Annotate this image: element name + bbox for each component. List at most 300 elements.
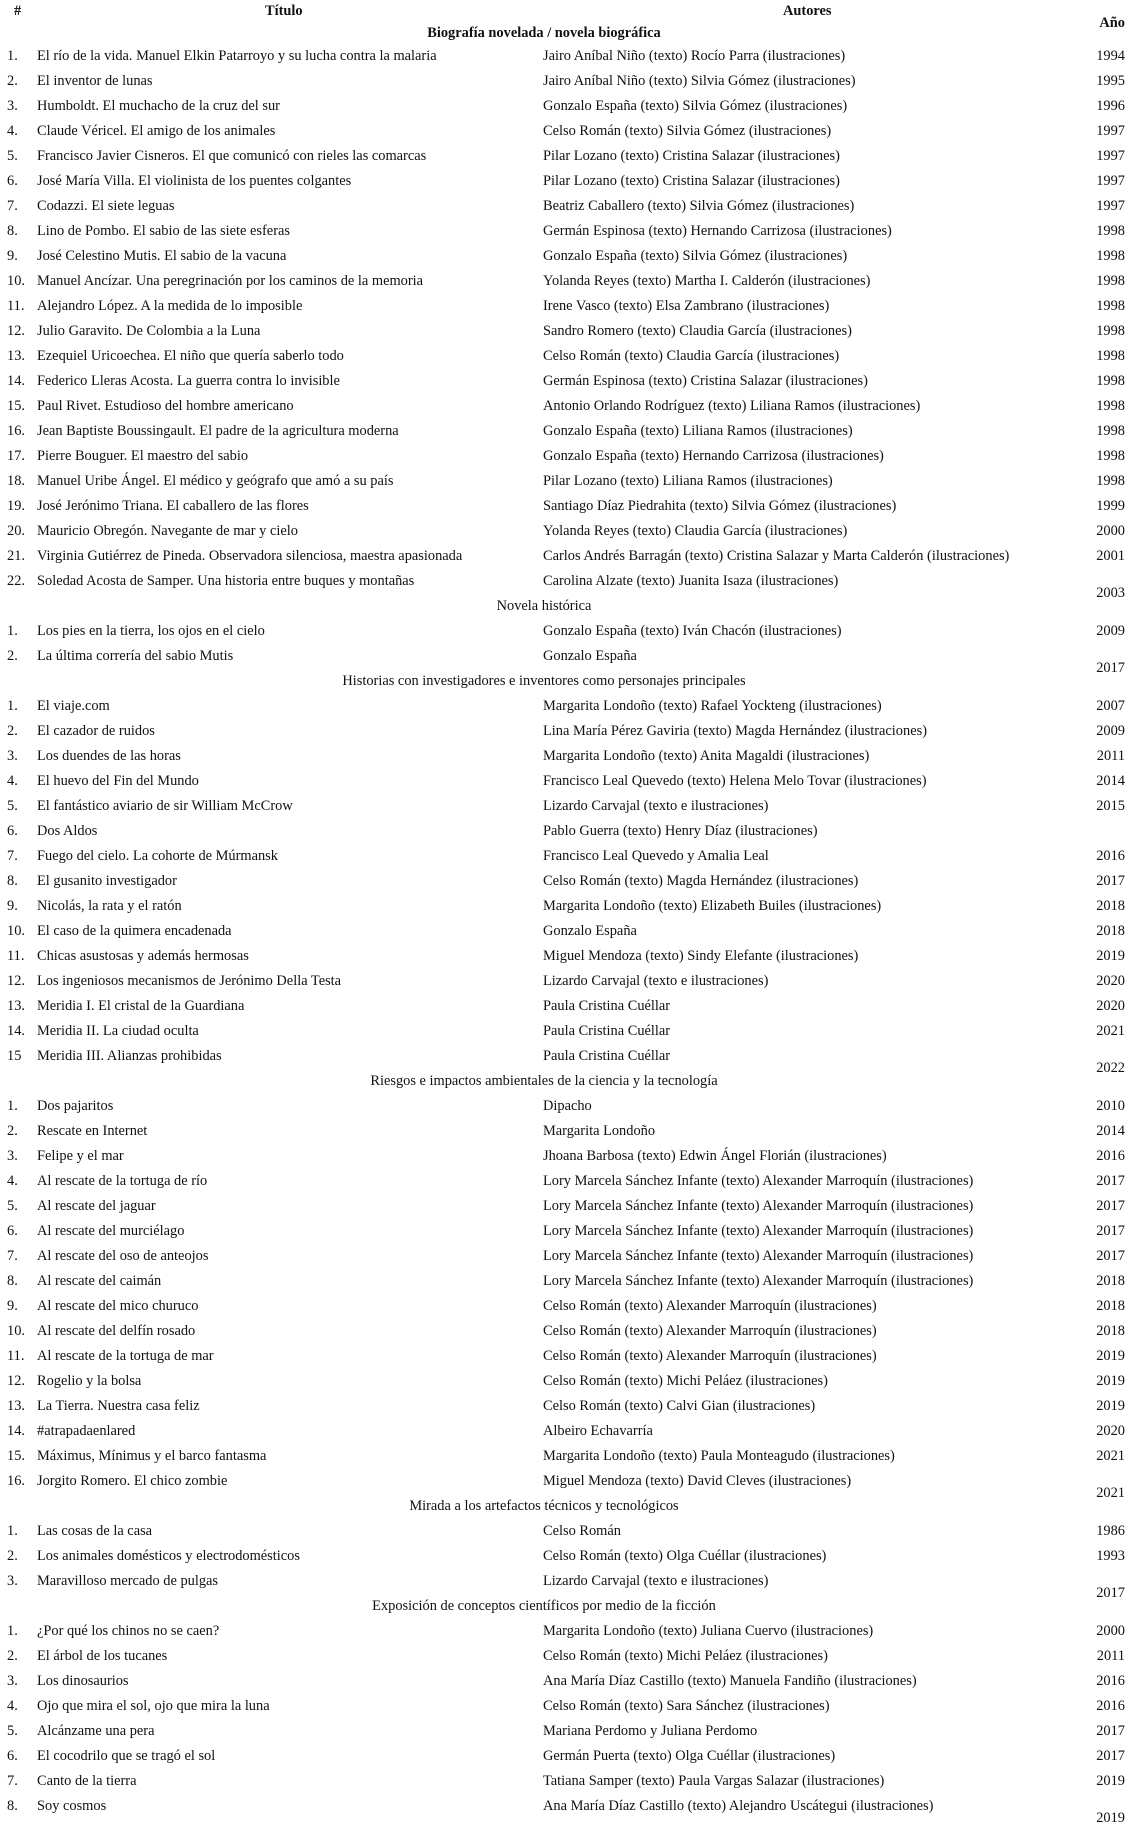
row-number: 3. — [7, 748, 18, 764]
book-title: Al rescate de la tortuga de río — [37, 1173, 208, 1189]
book-title: Jorgito Romero. El chico zombie — [37, 1473, 228, 1489]
row-number: 11. — [7, 298, 25, 314]
section-heading — [0, 23, 1128, 44]
book-year: 2018 — [1096, 923, 1125, 939]
row-number: 8. — [7, 223, 18, 239]
book-title: Canto de la tierra — [37, 1773, 137, 1789]
book-authors: Celso Román (texto) Calvi Gian (ilustraciones) — [543, 1398, 816, 1414]
book-year: 1986 — [1096, 1523, 1125, 1539]
row-number: 2. — [7, 648, 18, 664]
table-row — [0, 169, 1128, 194]
book-authors: Germán Espinosa (texto) Cristina Salazar (ilustraciones) — [543, 373, 868, 389]
table-row — [0, 1019, 1128, 1044]
row-number: 11. — [7, 948, 25, 964]
book-year: 2017 — [1096, 873, 1125, 889]
book-authors: Celso Román — [543, 1523, 621, 1539]
book-authors: Lory Marcela Sánchez Infante (texto) Alexander Marroquín (ilustraciones) — [543, 1173, 974, 1189]
book-title: Codazzi. El siete leguas — [37, 198, 175, 214]
book-year: 1994 — [1096, 48, 1125, 64]
book-authors: Margarita Londoño (texto) Elizabeth Builes (ilustraciones) — [543, 898, 882, 914]
book-authors: Lina María Pérez Gaviria (texto) Magda Hernández (ilustraciones) — [543, 723, 927, 739]
row-number: 3. — [7, 1573, 18, 1589]
book-title: Humboldt. El muchacho de la cruz del sur — [37, 98, 280, 114]
book-year: 2018 — [1096, 1298, 1125, 1314]
row-number: 20. — [7, 523, 25, 539]
book-title: Máximus, Mínimus y el barco fantasma — [37, 1448, 267, 1464]
book-title: Al rescate de la tortuga de mar — [37, 1348, 214, 1364]
book-year: 1995 — [1096, 73, 1125, 89]
table-row — [0, 1644, 1128, 1669]
book-authors: Francisco Leal Quevedo y Amalia Leal — [543, 848, 769, 864]
book-title: Los pies en la tierra, los ojos en el cielo — [37, 623, 265, 639]
book-title: ¿Por qué los chinos no se caen? — [37, 1623, 220, 1639]
section-heading — [0, 1494, 1128, 1519]
section-heading-text: Historias con investigadores e inventores como personajes principales — [342, 673, 746, 689]
book-authors: Celso Román (texto) Magda Hernández (ilustraciones) — [543, 873, 859, 889]
row-number: 10. — [7, 923, 25, 939]
table-row — [0, 694, 1128, 719]
book-title: El viaje.com — [37, 698, 110, 714]
table-row — [0, 219, 1128, 244]
book-authors: Beatriz Caballero (texto) Silvia Gómez (ilustraciones) — [543, 198, 855, 214]
book-authors: Francisco Leal Quevedo (texto) Helena Melo Tovar (ilustraciones) — [543, 773, 927, 789]
row-number: 8. — [7, 1273, 18, 1289]
row-number: 21. — [7, 548, 25, 564]
table-row — [0, 1194, 1128, 1219]
table-row — [0, 1169, 1128, 1194]
table-row — [0, 869, 1128, 894]
book-authors: Margarita Londoño (texto) Paula Monteagudo (ilustraciones) — [543, 1448, 895, 1464]
book-authors: Celso Román (texto) Olga Cuéllar (ilustraciones) — [543, 1548, 827, 1564]
book-year: 1998 — [1096, 248, 1125, 264]
table-row — [0, 994, 1128, 1019]
book-authors: Gonzalo España — [543, 923, 637, 939]
table-row — [0, 1619, 1128, 1644]
book-title: Julio Garavito. De Colombia a la Luna — [37, 323, 261, 339]
table-row — [0, 1094, 1128, 1119]
book-year: 2021 — [1096, 1485, 1125, 1501]
row-number: 9. — [7, 898, 18, 914]
book-year: 2016 — [1096, 1698, 1125, 1714]
row-number: 10. — [7, 1323, 25, 1339]
section-heading-text: Mirada a los artefactos técnicos y tecnológicos — [409, 1498, 679, 1514]
book-year: 2016 — [1096, 848, 1125, 864]
book-title: Soledad Acosta de Samper. Una historia entre buques y montañas — [37, 573, 415, 589]
row-number: 14. — [7, 1423, 25, 1439]
book-title: Fuego del cielo. La cohorte de Múrmansk — [37, 848, 278, 864]
book-year: 2018 — [1096, 1273, 1125, 1289]
book-year: 1997 — [1096, 173, 1125, 189]
table-row — [0, 144, 1128, 169]
table-row — [0, 1469, 1128, 1501]
book-year: 2017 — [1096, 1748, 1125, 1764]
book-title: El huevo del Fin del Mundo — [37, 773, 199, 789]
book-year: 2019 — [1096, 948, 1125, 964]
book-year: 2001 — [1096, 548, 1125, 564]
row-number: 16. — [7, 1473, 25, 1489]
book-year: 2020 — [1096, 998, 1125, 1014]
table-row — [0, 1794, 1128, 1826]
table-row — [0, 944, 1128, 969]
book-authors: Paula Cristina Cuéllar — [543, 1023, 671, 1039]
book-year: 1998 — [1096, 398, 1125, 414]
table-row — [0, 1319, 1128, 1344]
book-authors: Celso Román (texto) Alexander Marroquín (ilustraciones) — [543, 1298, 877, 1314]
table-row — [0, 1244, 1128, 1269]
row-number: 17. — [7, 448, 25, 464]
book-year: 1998 — [1096, 348, 1125, 364]
book-year: 2011 — [1096, 748, 1125, 764]
row-number: 3. — [7, 1148, 18, 1164]
book-year: 2016 — [1096, 1148, 1125, 1164]
book-year: 2018 — [1096, 898, 1125, 914]
row-number: 2. — [7, 1648, 18, 1664]
book-year: 2010 — [1096, 1098, 1125, 1114]
book-year: 2022 — [1096, 1060, 1125, 1076]
header-year: Año — [1099, 15, 1125, 31]
table-body — [0, 23, 1128, 1826]
table-row — [0, 1769, 1128, 1794]
table-row — [0, 319, 1128, 344]
book-authors: Santiago Díaz Piedrahita (texto) Silvia Gómez (ilustraciones) — [543, 498, 897, 514]
row-number: 3. — [7, 98, 18, 114]
row-number: 19. — [7, 498, 25, 514]
row-number: 1. — [7, 48, 18, 64]
book-year: 2017 — [1096, 1248, 1125, 1264]
book-year: 1997 — [1096, 148, 1125, 164]
book-authors: Gonzalo España — [543, 648, 637, 664]
section-heading-text: Riesgos e impactos ambientales de la ciencia y la tecnología — [370, 1073, 718, 1089]
book-authors: Germán Puerta (texto) Olga Cuéllar (ilustraciones) — [543, 1748, 836, 1764]
row-number: 2. — [7, 73, 18, 89]
book-title: Lino de Pombo. El sabio de las siete esferas — [37, 223, 290, 239]
table-row — [0, 769, 1128, 794]
book-year: 2014 — [1096, 773, 1125, 789]
book-authors: Celso Román (texto) Silvia Gómez (ilustraciones) — [543, 123, 832, 139]
book-authors: Lizardo Carvajal (texto e ilustraciones) — [543, 798, 769, 814]
row-number: 3. — [7, 1673, 18, 1689]
book-authors: Lizardo Carvajal (texto e ilustraciones) — [543, 973, 769, 989]
book-title: La Tierra. Nuestra casa feliz — [37, 1398, 200, 1414]
book-title: José María Villa. El violinista de los puentes colgantes — [37, 173, 352, 189]
row-number: 14. — [7, 1023, 25, 1039]
book-authors: Germán Espinosa (texto) Hernando Carrizosa (ilustraciones) — [543, 223, 892, 239]
table-row — [0, 1669, 1128, 1694]
table-header — [0, 0, 1128, 31]
book-title: Alejandro López. A la medida de lo imposible — [37, 298, 303, 314]
book-title: Manuel Uribe Ángel. El médico y geógrafo que amó a su país — [37, 473, 394, 489]
table-row — [0, 244, 1128, 269]
table-row — [0, 44, 1128, 69]
book-year: 2019 — [1096, 1773, 1125, 1789]
book-authors: Gonzalo España (texto) Iván Chacón (ilustraciones) — [543, 623, 842, 639]
book-authors: Pilar Lozano (texto) Cristina Salazar (ilustraciones) — [543, 173, 840, 189]
table-row — [0, 1694, 1128, 1719]
table-row — [0, 919, 1128, 944]
table-row — [0, 644, 1128, 676]
table-row — [0, 744, 1128, 769]
book-title: Los dinosaurios — [37, 1673, 129, 1689]
book-title: El cazador de ruidos — [37, 723, 155, 739]
book-authors: Yolanda Reyes (texto) Martha I. Calderón (ilustraciones) — [543, 273, 871, 289]
book-title: Meridia III. Alianzas prohibidas — [37, 1048, 222, 1064]
book-title: Dos pajaritos — [37, 1098, 114, 1114]
book-year: 2017 — [1096, 660, 1125, 676]
row-number: 6. — [7, 173, 18, 189]
book-year: 2019 — [1096, 1348, 1125, 1364]
table-row — [0, 269, 1128, 294]
book-authors: Carolina Alzate (texto) Juanita Isaza (ilustraciones) — [543, 573, 839, 589]
book-authors: Celso Román (texto) Michi Peláez (ilustraciones) — [543, 1373, 828, 1389]
book-year: 2017 — [1096, 1223, 1125, 1239]
book-year: 1998 — [1096, 273, 1125, 289]
row-number: 10. — [7, 273, 25, 289]
row-number: 9. — [7, 248, 18, 264]
book-authors: Celso Román (texto) Sara Sánchez (ilustraciones) — [543, 1698, 830, 1714]
book-authors: Albeiro Echavarría — [543, 1423, 653, 1439]
row-number: 7. — [7, 1248, 18, 1264]
book-year: 2014 — [1096, 1123, 1125, 1139]
row-number: 8. — [7, 873, 18, 889]
table-row — [0, 94, 1128, 119]
book-year: 1997 — [1096, 123, 1125, 139]
table-row — [0, 619, 1128, 644]
book-authors: Gonzalo España (texto) Silvia Gómez (ilustraciones) — [543, 248, 848, 264]
row-number: 14. — [7, 373, 25, 389]
book-authors: Miguel Mendoza (texto) David Cleves (ilustraciones) — [543, 1473, 852, 1489]
book-year: 2020 — [1096, 973, 1125, 989]
book-title: Al rescate del oso de anteojos — [37, 1248, 209, 1264]
book-year: 1997 — [1096, 198, 1125, 214]
table-row — [0, 1369, 1128, 1394]
book-title: Las cosas de la casa — [37, 1523, 153, 1539]
row-number: 1. — [7, 1098, 18, 1114]
row-number: 4. — [7, 123, 18, 139]
section-heading — [0, 1069, 1128, 1094]
book-title: El inventor de lunas — [37, 73, 153, 89]
book-year: 1998 — [1096, 373, 1125, 389]
book-title: Pierre Bouguer. El maestro del sabio — [37, 448, 249, 464]
row-number: 1. — [7, 1523, 18, 1539]
book-authors: Miguel Mendoza (texto) Sindy Elefante (ilustraciones) — [543, 948, 859, 964]
section-heading — [0, 594, 1128, 619]
table-row — [0, 369, 1128, 394]
book-authors: Jairo Aníbal Niño (texto) Rocío Parra (ilustraciones) — [543, 48, 846, 64]
book-year: 1993 — [1096, 1548, 1125, 1564]
row-number: 16. — [7, 423, 25, 439]
book-title: El cocodrilo que se tragó el sol — [37, 1748, 216, 1764]
book-authors: Irene Vasco (texto) Elsa Zambrano (ilustraciones) — [543, 298, 830, 314]
table-row — [0, 1744, 1128, 1769]
book-title: Al rescate del jaguar — [37, 1198, 156, 1214]
book-authors: Celso Román (texto) Michi Peláez (ilustraciones) — [543, 1648, 828, 1664]
book-title: Al rescate del mico churuco — [37, 1298, 199, 1314]
row-number: 2. — [7, 1548, 18, 1564]
book-year: 2018 — [1096, 1323, 1125, 1339]
book-title: José Jerónimo Triana. El caballero de las flores — [37, 498, 309, 514]
row-number: 6. — [7, 1223, 18, 1239]
book-authors: Pablo Guerra (texto) Henry Díaz (ilustraciones) — [543, 823, 818, 839]
table-row — [0, 1344, 1128, 1369]
book-year: 2009 — [1096, 723, 1125, 739]
book-authors: Mariana Perdomo y Juliana Perdomo — [543, 1723, 758, 1739]
book-year: 2019 — [1096, 1373, 1125, 1389]
table-row — [0, 1569, 1128, 1601]
book-title: Al rescate del murciélago — [37, 1223, 185, 1239]
book-title: Soy cosmos — [37, 1798, 107, 1814]
book-year: 2017 — [1096, 1585, 1125, 1601]
book-authors: Margarita Londoño (texto) Rafael Yockteng (ilustraciones) — [543, 698, 882, 714]
book-authors: Celso Román (texto) Alexander Marroquín (ilustraciones) — [543, 1348, 877, 1364]
book-authors: Sandro Romero (texto) Claudia García (ilustraciones) — [543, 323, 852, 339]
header-title: Título — [265, 3, 303, 19]
book-year: 2021 — [1096, 1023, 1125, 1039]
row-number: 6. — [7, 1748, 18, 1764]
table-row — [0, 344, 1128, 369]
table-row — [0, 294, 1128, 319]
table-row — [0, 844, 1128, 869]
row-number: 5. — [7, 148, 18, 164]
book-authors: Tatiana Samper (texto) Paula Vargas Salazar (ilustraciones) — [543, 1773, 885, 1789]
book-year: 1998 — [1096, 423, 1125, 439]
book-authors: Paula Cristina Cuéllar — [543, 1048, 671, 1064]
book-title: Nicolás, la rata y el ratón — [37, 898, 182, 914]
table-row — [0, 494, 1128, 519]
table-row — [0, 1394, 1128, 1419]
table-row — [0, 1219, 1128, 1244]
book-title: Rogelio y la bolsa — [37, 1373, 142, 1389]
book-authors: Antonio Orlando Rodríguez (texto) Liliana Ramos (ilustraciones) — [543, 398, 921, 414]
section-heading-text: Biografía novelada / novela biográfica — [427, 25, 661, 41]
row-number: 13. — [7, 998, 25, 1014]
book-year: 2017 — [1096, 1723, 1125, 1739]
row-number: 15. — [7, 1448, 25, 1464]
book-year: 2000 — [1096, 523, 1125, 539]
book-title: Claude Véricel. El amigo de los animales — [37, 123, 276, 139]
table-row — [0, 544, 1128, 569]
book-year: 2011 — [1096, 1648, 1125, 1664]
header-number: # — [14, 3, 22, 19]
book-title: Maravilloso mercado de pulgas — [37, 1573, 219, 1589]
table-row — [0, 119, 1128, 144]
book-authors: Gonzalo España (texto) Silvia Gómez (ilustraciones) — [543, 98, 848, 114]
book-year: 2015 — [1096, 798, 1125, 814]
table-row — [0, 1044, 1128, 1076]
book-title: Manuel Ancízar. Una peregrinación por los caminos de la memoria — [37, 273, 424, 289]
row-number: 4. — [7, 773, 18, 789]
book-title: Ojo que mira el sol, ojo que mira la luna — [37, 1698, 270, 1714]
book-title: El caso de la quimera encadenada — [37, 923, 232, 939]
book-title: Paul Rivet. Estudioso del hombre americano — [37, 398, 294, 414]
section-heading-text: Novela histórica — [496, 598, 592, 614]
book-title: Los animales domésticos y electrodomésticos — [37, 1548, 300, 1564]
book-authors: Paula Cristina Cuéllar — [543, 998, 671, 1014]
row-number: 2. — [7, 1123, 18, 1139]
book-title: Felipe y el mar — [37, 1148, 124, 1164]
book-authors: Celso Román (texto) Alexander Marroquín (ilustraciones) — [543, 1323, 877, 1339]
table-row — [0, 569, 1128, 601]
row-number: 7. — [7, 848, 18, 864]
table-row — [0, 794, 1128, 819]
table-row — [0, 419, 1128, 444]
row-number: 1. — [7, 623, 18, 639]
table-row — [0, 194, 1128, 219]
book-title: Virginia Gutiérrez de Pineda. Observadora silenciosa, maestra apasionada — [37, 548, 463, 564]
section-heading — [0, 669, 1128, 694]
table-row — [0, 1119, 1128, 1144]
book-year: 2020 — [1096, 1423, 1125, 1439]
book-year: 1998 — [1096, 298, 1125, 314]
table-row — [0, 1419, 1128, 1444]
row-number: 12. — [7, 1373, 25, 1389]
table-row — [0, 1294, 1128, 1319]
row-number: 4. — [7, 1698, 18, 1714]
book-title: El árbol de los tucanes — [37, 1648, 168, 1664]
table-row — [0, 469, 1128, 494]
table-row — [0, 519, 1128, 544]
row-number: 13. — [7, 348, 25, 364]
book-title: Los ingeniosos mecanismos de Jerónimo Della Testa — [37, 973, 342, 989]
table-row — [0, 1444, 1128, 1469]
book-authors: Lory Marcela Sánchez Infante (texto) Alexander Marroquín (ilustraciones) — [543, 1198, 974, 1214]
header-authors: Autores — [783, 3, 832, 19]
row-number: 2. — [7, 723, 18, 739]
book-authors: Lory Marcela Sánchez Infante (texto) Alexander Marroquín (ilustraciones) — [543, 1273, 974, 1289]
row-number: 11. — [7, 1348, 25, 1364]
table-row — [0, 1269, 1128, 1294]
row-number: 5. — [7, 798, 18, 814]
book-title: Federico Lleras Acosta. La guerra contra lo invisible — [37, 373, 340, 389]
book-year: 1998 — [1096, 323, 1125, 339]
book-year: 2019 — [1096, 1398, 1125, 1414]
book-authors: Jairo Aníbal Niño (texto) Silvia Gómez (ilustraciones) — [543, 73, 856, 89]
book-year: 2016 — [1096, 1673, 1125, 1689]
table-row — [0, 819, 1128, 844]
book-year: 2003 — [1096, 585, 1125, 601]
book-authors: Lizardo Carvajal (texto e ilustraciones) — [543, 1573, 769, 1589]
book-title: Rescate en Internet — [37, 1123, 148, 1139]
book-title: El río de la vida. Manuel Elkin Patarroyo y su lucha contra la malaria — [37, 48, 437, 64]
table-row — [0, 719, 1128, 744]
row-number: 12. — [7, 323, 25, 339]
book-title: Los duendes de las horas — [37, 748, 181, 764]
book-title: Mauricio Obregón. Navegante de mar y cielo — [37, 523, 298, 539]
row-number: 5. — [7, 1723, 18, 1739]
section-heading — [0, 1594, 1128, 1619]
row-number: 15. — [7, 398, 25, 414]
book-authors: Lory Marcela Sánchez Infante (texto) Alexander Marroquín (ilustraciones) — [543, 1248, 974, 1264]
row-number: 1. — [7, 1623, 18, 1639]
book-title: Dos Aldos — [37, 823, 98, 839]
book-year: 2017 — [1096, 1198, 1125, 1214]
book-authors: Celso Román (texto) Claudia García (ilustraciones) — [543, 348, 840, 364]
row-number: 9. — [7, 1298, 18, 1314]
book-authors: Pilar Lozano (texto) Cristina Salazar (ilustraciones) — [543, 148, 840, 164]
book-year: 2009 — [1096, 623, 1125, 639]
book-title: Al rescate del caimán — [37, 1273, 162, 1289]
table-row — [0, 894, 1128, 919]
book-year: 1998 — [1096, 448, 1125, 464]
book-year: 1998 — [1096, 473, 1125, 489]
table-row — [0, 1144, 1128, 1169]
book-title: Francisco Javier Cisneros. El que comunicó con rieles las comarcas — [37, 148, 427, 164]
book-year: 1996 — [1096, 98, 1125, 114]
book-year: 2000 — [1096, 1623, 1125, 1639]
row-number: 6. — [7, 823, 18, 839]
row-number: 22. — [7, 573, 25, 589]
row-number: 5. — [7, 1198, 18, 1214]
book-authors: Dipacho — [543, 1098, 592, 1114]
